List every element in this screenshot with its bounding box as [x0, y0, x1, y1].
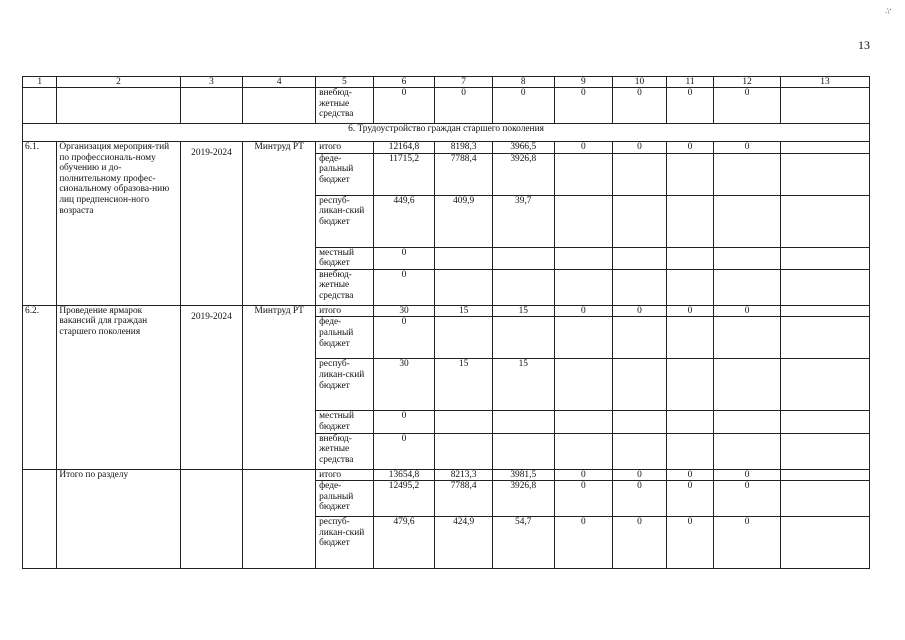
funding-source: респуб-ликан-ский бюджет	[316, 517, 374, 569]
value-cell: 3981,5	[492, 469, 554, 481]
empty-cell	[780, 481, 869, 517]
empty-cell	[23, 469, 57, 569]
page-number: 13	[858, 38, 870, 52]
empty-cell	[780, 433, 869, 469]
value-cell: 7788,4	[435, 153, 493, 195]
budget-table	[22, 76, 870, 569]
funding-source: итого	[316, 305, 374, 317]
value-cell: 0	[666, 481, 714, 517]
funding-source: феде-ральный бюджет	[316, 317, 374, 359]
header-cell: 4	[243, 77, 316, 88]
empty-cell	[180, 88, 243, 124]
value-cell: 0	[554, 88, 613, 124]
value-cell: 0	[666, 469, 714, 481]
empty-cell	[243, 88, 316, 124]
value-cell	[613, 433, 667, 469]
value-cell: 0	[613, 305, 667, 317]
header-cell: 5	[316, 77, 374, 88]
value-cell: 7788,4	[435, 481, 493, 517]
value-cell	[435, 247, 493, 269]
header-cell: 6	[373, 77, 435, 88]
empty-cell	[243, 469, 316, 569]
value-cell	[554, 317, 613, 359]
value-cell: 30	[373, 305, 435, 317]
value-cell: 479,6	[373, 517, 435, 569]
value-cell: 0	[714, 517, 781, 569]
value-cell	[554, 247, 613, 269]
value-cell	[492, 269, 554, 305]
value-cell: 0	[714, 88, 781, 124]
value-cell	[613, 411, 667, 433]
value-cell: 12164,8	[373, 142, 435, 154]
empty-cell	[780, 469, 869, 481]
empty-cell	[780, 247, 869, 269]
value-cell: 13654,8	[373, 469, 435, 481]
empty-cell	[780, 195, 869, 247]
value-cell: 39,7	[492, 195, 554, 247]
empty-cell	[57, 88, 180, 124]
value-cell: 15	[435, 305, 493, 317]
value-cell	[435, 433, 493, 469]
funding-source: респуб-ликан-ский бюджет	[316, 359, 374, 411]
value-cell: 0	[492, 88, 554, 124]
value-cell: 0	[554, 481, 613, 517]
item-executor: Минтруд РТ	[243, 142, 316, 306]
value-cell	[613, 317, 667, 359]
value-cell	[714, 411, 781, 433]
funding-source: внебюд-жетные средства	[316, 433, 374, 469]
table-row	[23, 305, 870, 317]
value-cell: 0	[714, 142, 781, 154]
funding-source: внебюд-жетные средства	[316, 269, 374, 305]
section-title: 6. Трудоустройство граждан старшего поколения	[23, 124, 870, 142]
value-cell	[492, 317, 554, 359]
value-cell	[492, 433, 554, 469]
header-cell: 3	[180, 77, 243, 88]
empty-cell	[780, 359, 869, 411]
item-number: 6.2.	[23, 305, 57, 469]
value-cell: 0	[554, 517, 613, 569]
value-cell: 54,7	[492, 517, 554, 569]
value-cell	[435, 269, 493, 305]
empty-cell	[780, 142, 869, 154]
value-cell: 0	[373, 317, 435, 359]
item-executor: Минтруд РТ	[243, 305, 316, 469]
empty-cell	[780, 269, 869, 305]
header-cell: 7	[435, 77, 493, 88]
value-cell	[554, 433, 613, 469]
value-cell: 0	[373, 247, 435, 269]
funding-source: местный бюджет	[316, 247, 374, 269]
value-cell	[554, 269, 613, 305]
empty-cell	[780, 517, 869, 569]
value-cell: 449,6	[373, 195, 435, 247]
header-cell: 10	[613, 77, 667, 88]
value-cell	[492, 247, 554, 269]
section-row	[23, 124, 870, 142]
continuation-row	[23, 88, 870, 124]
empty-cell	[780, 305, 869, 317]
value-cell: 424,9	[435, 517, 493, 569]
value-cell	[613, 153, 667, 195]
value-cell: 0	[714, 305, 781, 317]
empty-cell	[780, 317, 869, 359]
value-cell	[613, 195, 667, 247]
value-cell: 0	[666, 517, 714, 569]
value-cell: 0	[666, 88, 714, 124]
header-cell: 9	[554, 77, 613, 88]
header-row	[23, 77, 870, 88]
funding-source: итого	[316, 469, 374, 481]
header-cell: 1	[23, 77, 57, 88]
empty-cell	[780, 411, 869, 433]
value-cell	[714, 195, 781, 247]
value-cell: 0	[373, 88, 435, 124]
value-cell: 0	[613, 469, 667, 481]
item-name: Организация мероприя-тий по профессиональ-ному обучению и до-полнительному профес-сиональному образова-нию лиц предпенсион-ного возраста	[57, 142, 180, 306]
value-cell: 12495,2	[373, 481, 435, 517]
value-cell: 3926,8	[492, 153, 554, 195]
value-cell	[554, 195, 613, 247]
value-cell: 8213,3	[435, 469, 493, 481]
value-cell: 0	[714, 481, 781, 517]
value-cell: 0	[554, 142, 613, 154]
value-cell	[714, 433, 781, 469]
empty-cell	[180, 469, 243, 569]
value-cell	[666, 411, 714, 433]
value-cell	[666, 317, 714, 359]
item-period: 2019-2024	[180, 142, 243, 306]
total-label: Итого по разделу	[57, 469, 180, 569]
value-cell: 3926,8	[492, 481, 554, 517]
empty-cell	[780, 88, 869, 124]
value-cell	[666, 359, 714, 411]
value-cell	[435, 411, 493, 433]
value-cell: 0	[613, 142, 667, 154]
value-cell: 0	[373, 269, 435, 305]
funding-source: итого	[316, 142, 374, 154]
value-cell	[613, 247, 667, 269]
table-row	[23, 142, 870, 154]
value-cell	[613, 269, 667, 305]
value-cell: 0	[435, 88, 493, 124]
value-cell: 30	[373, 359, 435, 411]
value-cell: 8198,3	[435, 142, 493, 154]
table-row	[23, 469, 870, 481]
item-period: 2019-2024	[180, 305, 243, 469]
funding-source: местный бюджет	[316, 411, 374, 433]
value-cell	[714, 153, 781, 195]
value-cell	[666, 433, 714, 469]
value-cell: 11715,2	[373, 153, 435, 195]
value-cell	[554, 153, 613, 195]
funding-source: феде-ральный бюджет	[316, 153, 374, 195]
value-cell: 15	[492, 305, 554, 317]
value-cell: 3966,5	[492, 142, 554, 154]
value-cell	[714, 247, 781, 269]
header-cell: 2	[57, 77, 180, 88]
header-cell: 8	[492, 77, 554, 88]
value-cell	[666, 195, 714, 247]
funding-source: респуб-ликан-ский бюджет	[316, 195, 374, 247]
item-number: 6.1.	[23, 142, 57, 306]
header-cell: 11	[666, 77, 714, 88]
value-cell: 409,9	[435, 195, 493, 247]
header-cell: 13	[780, 77, 869, 88]
value-cell	[714, 359, 781, 411]
value-cell: 0	[554, 469, 613, 481]
empty-cell	[780, 153, 869, 195]
value-cell	[492, 411, 554, 433]
value-cell: 0	[666, 142, 714, 154]
value-cell	[714, 317, 781, 359]
value-cell	[714, 269, 781, 305]
corner-mark: ·/·	[881, 4, 895, 18]
value-cell: 0	[666, 305, 714, 317]
value-cell: 0	[554, 305, 613, 317]
value-cell	[435, 317, 493, 359]
value-cell: 0	[613, 517, 667, 569]
value-cell	[554, 359, 613, 411]
value-cell: 0	[613, 481, 667, 517]
value-cell	[666, 269, 714, 305]
value-cell: 15	[435, 359, 493, 411]
empty-cell	[23, 88, 57, 124]
funding-source: внебюд-жетные средства	[316, 88, 374, 124]
value-cell: 0	[373, 411, 435, 433]
value-cell	[666, 153, 714, 195]
header-cell: 12	[714, 77, 781, 88]
funding-source: феде-ральный бюджет	[316, 481, 374, 517]
value-cell	[554, 411, 613, 433]
value-cell: 15	[492, 359, 554, 411]
value-cell	[613, 359, 667, 411]
value-cell: 0	[373, 433, 435, 469]
value-cell: 0	[613, 88, 667, 124]
value-cell: 0	[714, 469, 781, 481]
item-name: Проведение ярмарок вакансий для граждан старшего поколения	[57, 305, 180, 469]
value-cell	[666, 247, 714, 269]
